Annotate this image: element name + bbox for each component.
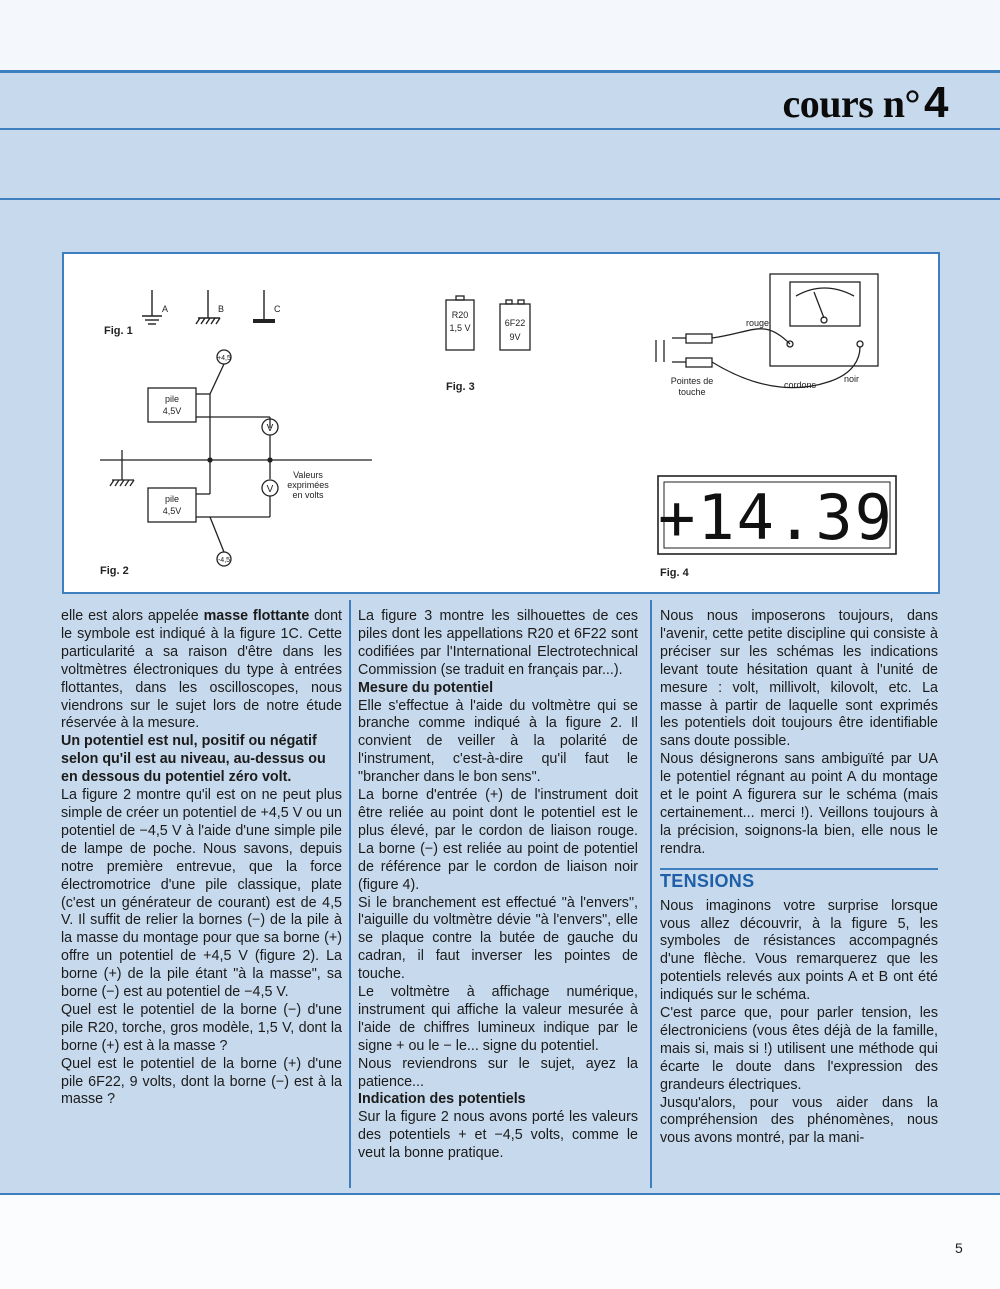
page-title-number: 4 — [924, 78, 948, 127]
fig2-note-line2: exprimées — [287, 480, 329, 490]
col2-para-1: La figure 3 montre les silhouettes de ces piles dont les appellations R20 et 6F22 sont codifiées par l'International Electrotechnical Commission (se traduit en français par...). — [358, 608, 638, 678]
col2-para-7: Sur la figure 2 nous avons porté les valeurs des potentiels + et −4,5 volts, comme le veut la bonne pratique. — [358, 1109, 638, 1162]
column-divider-2 — [650, 600, 652, 1188]
header-rule-bottom — [0, 128, 1000, 130]
meter-label-pointes: Pointes de — [670, 376, 714, 386]
col3-para-5: Jusqu'alors, pour vous aider dans la compréhension des phénomènes, nous vous avons montré, par la mani- — [660, 1094, 938, 1147]
figures-drawing — [64, 254, 942, 596]
fig1-label-b: B — [218, 304, 225, 314]
fig3-battery2-voltage: 9V — [509, 332, 521, 342]
col1-para-1 — [61, 608, 342, 733]
fig3-caption: Fig. 3 — [446, 381, 475, 393]
col3-para-2: Nous désignerons sans ambiguïté par UA le potentiel régnant au point A du montage et le point A figurera sur le schéma (mais certainement... merci !). Veillons toujours à la précision, soignons-la bien, elle nous le rendra. — [660, 751, 938, 857]
fig2-pile-bottom-value: 4,5V — [162, 506, 182, 516]
fig2-note-line1: Valeurs — [293, 470, 323, 480]
col2-para-6: Nous reviendrons sur le sujet, ayez la patience... — [358, 1055, 638, 1090]
text-column-2 — [358, 608, 638, 1163]
top-margin — [0, 0, 1000, 72]
fig3-battery1-name: R20 — [451, 310, 469, 320]
meter-label-rouge: rouge — [746, 318, 770, 328]
fig2-voltmeter-top: V — [266, 423, 274, 434]
fig2-pile-top-label: pile — [164, 394, 180, 404]
fig2-voltmeter-bottom: V — [266, 484, 274, 495]
fig1-ground-c — [253, 319, 275, 323]
col1-para-1-post: dont le symbole est indiqué à la figure 1C. Cette particularité a sa raison d'être dans les voltmètres électroniques du type à entrées flottantes, dans les oscilloscopes, nous viendrons sur le sujet lors de notre étude réservée à la mesure. — [61, 608, 342, 732]
fig2-potential-bottom: -4,5 — [217, 557, 231, 564]
col2-heading-indication: Indication des potentiels — [358, 1091, 526, 1108]
text-column-1 — [61, 608, 342, 1109]
fig1-label-c: C — [274, 304, 281, 314]
section-header — [660, 868, 938, 893]
meter-label-cordons: cordons — [784, 380, 817, 390]
section-title: TENSIONS — [660, 870, 755, 891]
col1-para-1-bold: masse flottante — [203, 608, 310, 624]
header-rule-top — [0, 70, 1000, 73]
meter-drawing — [656, 274, 878, 388]
col3-para-4: C'est parce que, pour parler tension, les électroniciens (vous êtes déjà de la famille, mais si, mais si !) utilisent une méthode qui écarte le doute dans l'expression des grandeurs électriques. — [660, 1005, 938, 1093]
figures-panel — [62, 252, 940, 594]
header-rule-lower — [0, 198, 1000, 200]
footer-rule — [0, 1193, 1000, 1195]
col3-para-1: Nous nous imposerons toujours, dans l'avenir, cette petite discipline qui consiste à préciser sur les schémas les indications levant toute hésitation quant à l'unité de mesure : volt, millivolt, kilovolt, etc. La masse à partir de laquelle sont exprimés les potentiels doit toujours être identifiable sans doute possible. — [660, 608, 938, 750]
fig1-caption: Fig. 1 — [104, 325, 133, 337]
fig1-symbols — [142, 290, 264, 324]
col1-para-2: La figure 2 montre qu'il est on ne peut plus simple de créer un potentiel de +4,5 V ou un potentiel de −4,5 V à l'aide d'une simple pile de lampe de poche. Nous savons, depuis notre première entrevue, que la force électromotrice d'une pile classique, plate (c'est un générateur de courant) est de 4,5 V. Il suffit de relier la bornes (−) de la pile à la masse du montage pour que sa borne (+) offre un potentiel de +4,5 V (figure 2). La borne (+) de la pile étant "à la masse", sa borne (−) est au potentiel de −4,5 V. — [61, 787, 342, 1001]
meter-label-noir: noir — [844, 374, 860, 384]
fig2-pile-bottom-label: pile — [164, 494, 180, 504]
fig2-pile-top-value: 4,5V — [162, 406, 182, 416]
col3-para-3: Nous imaginons votre surprise lorsque vous allez découvrir, à la figure 5, les symboles de résistances accompagnés d'une flèche. Vous remarquerez que les potentiels relevés aux points A et B ont été indiqués sur le schéma. — [660, 897, 938, 1004]
fig2-caption: Fig. 2 — [100, 565, 129, 577]
col2-para-4: Si le branchement est effectué "à l'envers", l'aiguille du voltmètre dévie "à l'envers", elle se plaque contre la butée de gauche du cadran, il faut inverser les pointes de touche. — [358, 894, 638, 983]
page-number: 5 — [955, 1240, 963, 1256]
column-divider-1 — [349, 600, 351, 1188]
fig4-display-value: +14.39 — [658, 481, 894, 554]
fig2-circuit — [100, 350, 372, 566]
page-title-text: cours n° — [782, 81, 921, 126]
col1-para-4: Quel est le potentiel de la borne (+) d'une pile 6F22, 9 volts, dont la borne (−) est à la masse ? — [61, 1055, 342, 1108]
fig2-potential-top: +4,5 — [217, 355, 231, 362]
col1-para-1-pre: elle est alors appelée — [61, 608, 204, 624]
col1-para-3: Quel est le potentiel de la borne (−) d'une pile R20, torche, gros modèle, 1,5 V, dont la borne (+) est à la masse ? — [61, 1001, 342, 1054]
text-column-3 — [660, 608, 938, 1148]
fig4-caption: Fig. 4 — [660, 567, 689, 579]
col2-heading-mesure: Mesure du potentiel — [358, 679, 494, 696]
col2-para-3: La borne d'entrée (+) de l'instrument doit être reliée au point dont le potentiel est le plus élevé, par le cordon de liaison rouge. La borne (−) est reliée au point de potentiel de référence par le cordon de liaison noir (figure 4). — [358, 787, 638, 893]
col2-para-2: Elle s'effectue à l'aide du voltmètre qui se branche comme indiqué à la figure 2. Il convient de veiller à la polarité de l'instrument, c'est-à-dire qu'il faut le "brancher dans le bon sens". — [358, 697, 638, 786]
col2-para-5: Le voltmètre à affichage numérique, instrument qui affiche la valeur mesurée à l'aide de chiffres lumineux indique par le signe + ou le − le... signe du potentiel. — [358, 984, 638, 1054]
fig3-battery1-voltage: 1,5 V — [449, 323, 471, 333]
meter-label-touche: touche — [678, 387, 706, 397]
fig2-note-line3: en volts — [292, 490, 324, 500]
fig3-battery2-name: 6F22 — [504, 318, 526, 328]
fig1-label-a: A — [162, 304, 169, 314]
page-title — [782, 78, 948, 128]
col1-heading: Un potentiel est nul, positif ou négatif selon qu'il est au niveau, au-dessus ou en dessous du potentiel zéro volt. — [61, 733, 326, 786]
